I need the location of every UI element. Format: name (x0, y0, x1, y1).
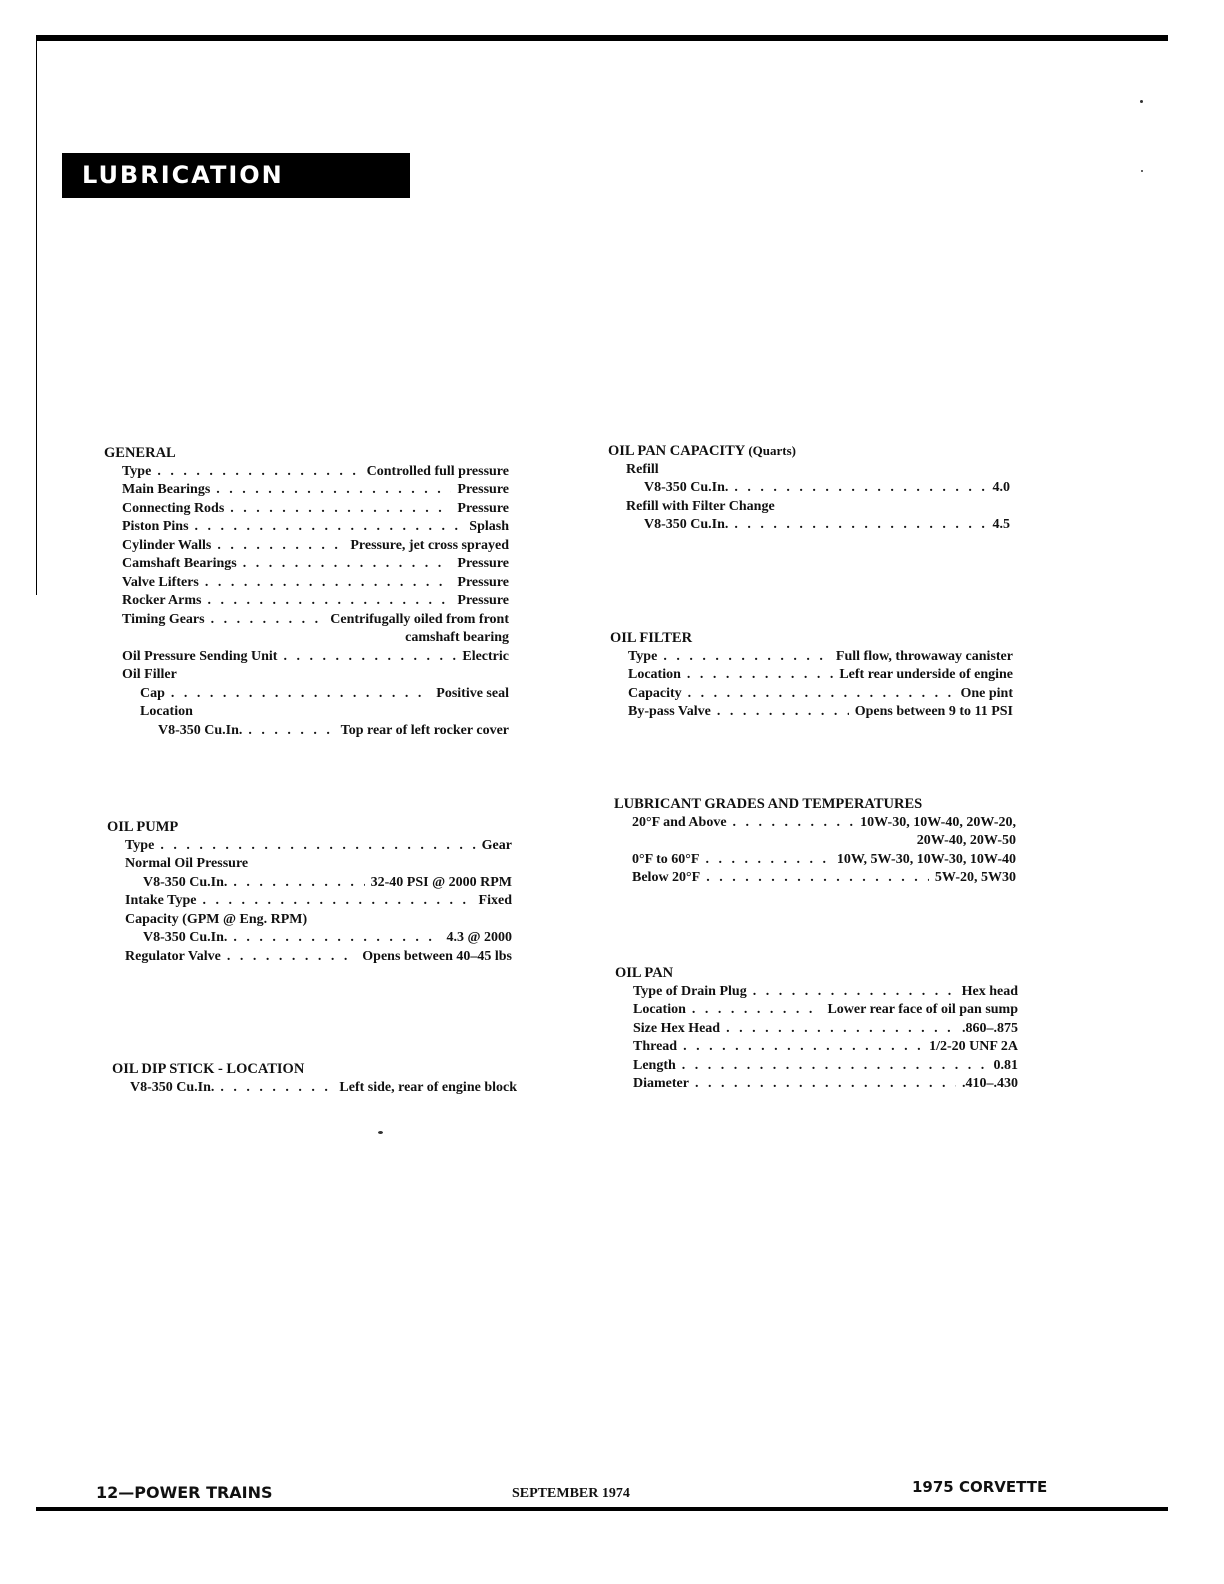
subheading: Oil Filler (122, 667, 177, 682)
spec-row: V8-350 Cu.In. . . . 4.0 (608, 479, 1010, 498)
footer-model: 1975 CORVETTE (912, 1478, 1048, 1496)
spec-row: Cylinder Walls . . . Pressure, jet cross sprayed (104, 537, 509, 556)
spec-row: Connecting Rods . . . Pressure (104, 500, 509, 519)
oil-filter-heading: OIL FILTER (610, 630, 693, 646)
lubricant-grades-section (614, 795, 1016, 888)
dip-stick-section (112, 1060, 517, 1097)
spec-row: V8-350 Cu.In. . . . 4.5 (608, 516, 1010, 535)
spec-continuation: 20W-40, 20W-50 (916, 833, 1016, 848)
spec-row: Thread . . . 1/2-20 UNF 2A (615, 1038, 1018, 1057)
spec-row: Capacity . . . One pint (610, 685, 1013, 704)
spec-row: Type . . . Gear (107, 837, 512, 856)
spec-row: Type . . . Controlled full pressure (104, 463, 509, 482)
subheading: Location (140, 704, 193, 719)
spec-row: Main Bearings . . . Pressure (104, 481, 509, 500)
footer-section-label: 12—POWER TRAINS (96, 1483, 273, 1502)
left-margin-rule (36, 40, 37, 595)
page-title: LUBRICATION SYSTEM (62, 153, 410, 198)
spec-row: V8-350 Cu.In. . . . Top rear of left rocker cover (104, 722, 509, 741)
spec-row: 20°F and Above . . . 10W-30, 10W-40, 20W-20, (614, 814, 1016, 833)
scan-speck (378, 1131, 383, 1134)
spec-row: Oil Pressure Sending Unit . . . Electric (104, 648, 509, 667)
spec-row: Below 20°F . . . 5W-20, 5W30 (614, 869, 1016, 888)
footer-date: SEPTEMBER 1974 (512, 1486, 630, 1501)
spec-row: V8-350 Cu.In. . . . 32-40 PSI @ 2000 RPM (107, 874, 512, 893)
dip-stick-heading: OIL DIP STICK - LOCATION (112, 1061, 305, 1077)
spec-row: Piston Pins . . . Splash (104, 518, 509, 537)
oil-filter-section (610, 629, 1013, 722)
oil-pan-heading: OIL PAN (615, 965, 674, 981)
bottom-rule (36, 1507, 1168, 1511)
spec-row: By-pass Valve . . . Opens between 9 to 11 PSI (610, 703, 1013, 722)
oil-pump-heading: OIL PUMP (107, 819, 179, 835)
lubricant-grades-heading: LUBRICANT GRADES AND TEMPERATURES (614, 796, 923, 812)
spec-row: Size Hex Head . . . .860–.875 (615, 1020, 1018, 1039)
subheading: Capacity (GPM @ Eng. RPM) (125, 911, 308, 927)
top-rule (36, 35, 1168, 41)
spec-row: Rocker Arms . . . Pressure (104, 592, 509, 611)
spec-row: Regulator Valve . . . Opens between 40–45 lbs (107, 948, 512, 967)
subheading: Refill with Filter Change (626, 498, 775, 514)
spec-row: Length . . . 0.81 (615, 1057, 1018, 1076)
spec-row: Type . . . Full flow, throwaway canister (610, 648, 1013, 667)
scan-speck (1141, 170, 1143, 172)
spec-row: Diameter . . . .410–.430 (615, 1075, 1018, 1094)
spec-row: Location . . . Left rear underside of engine (610, 666, 1013, 685)
oil-pan-capacity-heading: OIL PAN CAPACITY (Quarts) (608, 443, 796, 459)
oil-pump-section (107, 818, 512, 966)
oil-pan-capacity-section (608, 442, 1010, 535)
spec-row: V8-350 Cu.In. . . . 4.3 @ 2000 (107, 929, 512, 948)
spec-row: Location . . . Lower rear face of oil pan sump (615, 1001, 1018, 1020)
spec-continuation: camshaft bearing (405, 630, 509, 645)
general-section (104, 444, 509, 740)
spec-row: Timing Gears . . . Centrifugally oiled from front (104, 611, 509, 630)
spec-row: Valve Lifters . . . Pressure (104, 574, 509, 593)
subheading: Refill (626, 461, 659, 477)
oil-pan-section (615, 964, 1018, 1094)
spec-row: V8-350 Cu.In. . . . Left side, rear of engine block (112, 1079, 517, 1098)
general-heading: GENERAL (104, 445, 176, 461)
subheading: Normal Oil Pressure (125, 856, 249, 871)
scan-speck (1140, 100, 1143, 103)
spec-row: Intake Type . . . Fixed (107, 892, 512, 911)
spec-row: 0°F to 60°F . . . 10W, 5W-30, 10W-30, 10W-40 (614, 851, 1016, 870)
spec-row: Camshaft Bearings . . . Pressure (104, 555, 509, 574)
spec-row: Cap . . . Positive seal (104, 685, 509, 704)
spec-row: Type of Drain Plug . . . Hex head (615, 983, 1018, 1002)
